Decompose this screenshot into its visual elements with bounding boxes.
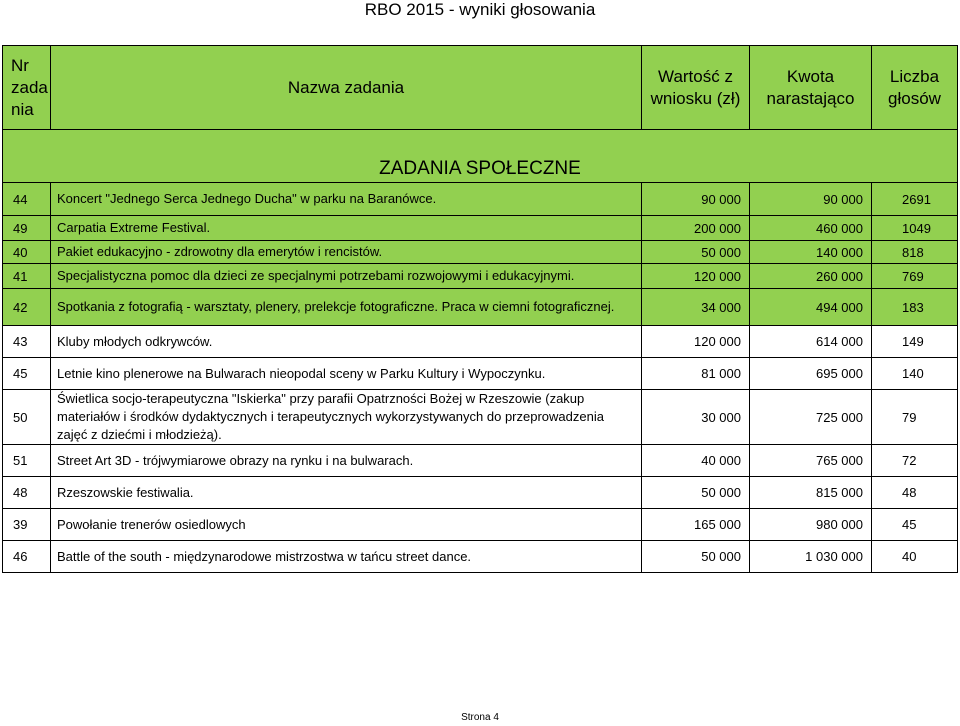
table-row bbox=[3, 358, 958, 390]
row-nr: 39 bbox=[3, 509, 51, 541]
row-votes: 769 bbox=[872, 264, 958, 289]
row-value: 40 000 bbox=[642, 445, 750, 477]
row-cumulative: 460 000 bbox=[750, 216, 872, 241]
section-row bbox=[3, 130, 958, 183]
page-title: RBO 2015 - wyniki głosowania bbox=[364, 0, 596, 19]
row-nr: 45 bbox=[3, 358, 51, 390]
row-name: Powołanie trenerów osiedlowych bbox=[51, 509, 642, 541]
row-name: Letnie kino plenerowe na Bulwarach nieopodal sceny w Parku Kultury i Wypoczynku. bbox=[51, 358, 642, 390]
row-value: 165 000 bbox=[642, 509, 750, 541]
row-name: Street Art 3D - trójwymiarowe obrazy na rynku i na bulwarach. bbox=[51, 445, 642, 477]
row-nr: 42 bbox=[3, 289, 51, 326]
row-cumulative: 1 030 000 bbox=[750, 541, 872, 573]
table-row bbox=[3, 183, 958, 216]
row-cumulative: 725 000 bbox=[750, 390, 872, 445]
row-votes: 149 bbox=[872, 326, 958, 358]
table-row bbox=[3, 390, 958, 445]
table-row bbox=[3, 477, 958, 509]
header-value: Wartość z wniosku (zł) bbox=[642, 46, 750, 130]
row-votes: 79 bbox=[872, 390, 958, 445]
row-value: 200 000 bbox=[642, 216, 750, 241]
row-name: Koncert "Jednego Serca Jednego Ducha" w parku na Baranówce. bbox=[51, 183, 642, 216]
row-votes: 72 bbox=[872, 445, 958, 477]
row-value: 34 000 bbox=[642, 289, 750, 326]
table-header-row bbox=[3, 46, 958, 130]
row-name: Battle of the south - międzynarodowe mistrzostwa w tańcu street dance. bbox=[51, 541, 642, 573]
table-row bbox=[3, 241, 958, 264]
row-votes: 2691 bbox=[872, 183, 958, 216]
row-name: Spotkania z fotografią - warsztaty, plenery, prelekcje fotograficzne. Praca w ciemni fotograficznej. bbox=[51, 289, 642, 326]
row-value: 30 000 bbox=[642, 390, 750, 445]
row-votes: 818 bbox=[872, 241, 958, 264]
row-votes: 140 bbox=[872, 358, 958, 390]
row-cumulative: 494 000 bbox=[750, 289, 872, 326]
row-nr: 49 bbox=[3, 216, 51, 241]
page-footer: Strona 4 bbox=[461, 712, 499, 723]
row-cumulative: 260 000 bbox=[750, 264, 872, 289]
row-cumulative: 695 000 bbox=[750, 358, 872, 390]
row-nr: 43 bbox=[3, 326, 51, 358]
row-name: Carpatia Extreme Festival. bbox=[51, 216, 642, 241]
row-name: Rzeszowskie festiwalia. bbox=[51, 477, 642, 509]
row-votes: 45 bbox=[872, 509, 958, 541]
row-name: Specjalistyczna pomoc dla dzieci ze specjalnymi potrzebami rozwojowymi i edukacyjnymi. bbox=[51, 264, 642, 289]
table-body bbox=[3, 183, 958, 573]
section-title: ZADANIA SPOŁECZNE bbox=[3, 130, 958, 183]
row-votes: 48 bbox=[872, 477, 958, 509]
row-value: 120 000 bbox=[642, 264, 750, 289]
row-votes: 183 bbox=[872, 289, 958, 326]
row-name: Kluby młodych odkrywców. bbox=[51, 326, 642, 358]
row-name: Pakiet edukacyjno - zdrowotny dla emerytów i rencistów. bbox=[51, 241, 642, 264]
table-row bbox=[3, 509, 958, 541]
row-value: 50 000 bbox=[642, 477, 750, 509]
row-cumulative: 765 000 bbox=[750, 445, 872, 477]
header-nr: Nr zada nia bbox=[3, 46, 51, 130]
row-nr: 40 bbox=[3, 241, 51, 264]
row-value: 50 000 bbox=[642, 541, 750, 573]
table-row bbox=[3, 326, 958, 358]
row-value: 81 000 bbox=[642, 358, 750, 390]
table-row bbox=[3, 445, 958, 477]
table-row bbox=[3, 216, 958, 241]
row-nr: 46 bbox=[3, 541, 51, 573]
results-table bbox=[2, 45, 958, 573]
table-row bbox=[3, 541, 958, 573]
table-row bbox=[3, 264, 958, 289]
row-name: Świetlica socjo-terapeutyczna "Iskierka" przy parafii Opatrzności Bożej w Rzeszowie (zakup materiałów i środków dydaktycznych i terapeutycznych wykorzystywanych do przeprowadzenia zajęć z dziećmi i młodzieżą). bbox=[51, 390, 642, 445]
row-cumulative: 90 000 bbox=[750, 183, 872, 216]
row-nr: 48 bbox=[3, 477, 51, 509]
row-value: 120 000 bbox=[642, 326, 750, 358]
header-cumulative: Kwota narastająco bbox=[750, 46, 872, 130]
row-cumulative: 815 000 bbox=[750, 477, 872, 509]
row-cumulative: 140 000 bbox=[750, 241, 872, 264]
row-votes: 1049 bbox=[872, 216, 958, 241]
row-cumulative: 614 000 bbox=[750, 326, 872, 358]
row-nr: 44 bbox=[3, 183, 51, 216]
row-value: 50 000 bbox=[642, 241, 750, 264]
row-value: 90 000 bbox=[642, 183, 750, 216]
row-nr: 50 bbox=[3, 390, 51, 445]
row-cumulative: 980 000 bbox=[750, 509, 872, 541]
table-row bbox=[3, 289, 958, 326]
row-nr: 51 bbox=[3, 445, 51, 477]
header-votes: Liczba głosów bbox=[872, 46, 958, 130]
row-nr: 41 bbox=[3, 264, 51, 289]
header-name: Nazwa zadania bbox=[51, 46, 642, 130]
row-votes: 40 bbox=[872, 541, 958, 573]
